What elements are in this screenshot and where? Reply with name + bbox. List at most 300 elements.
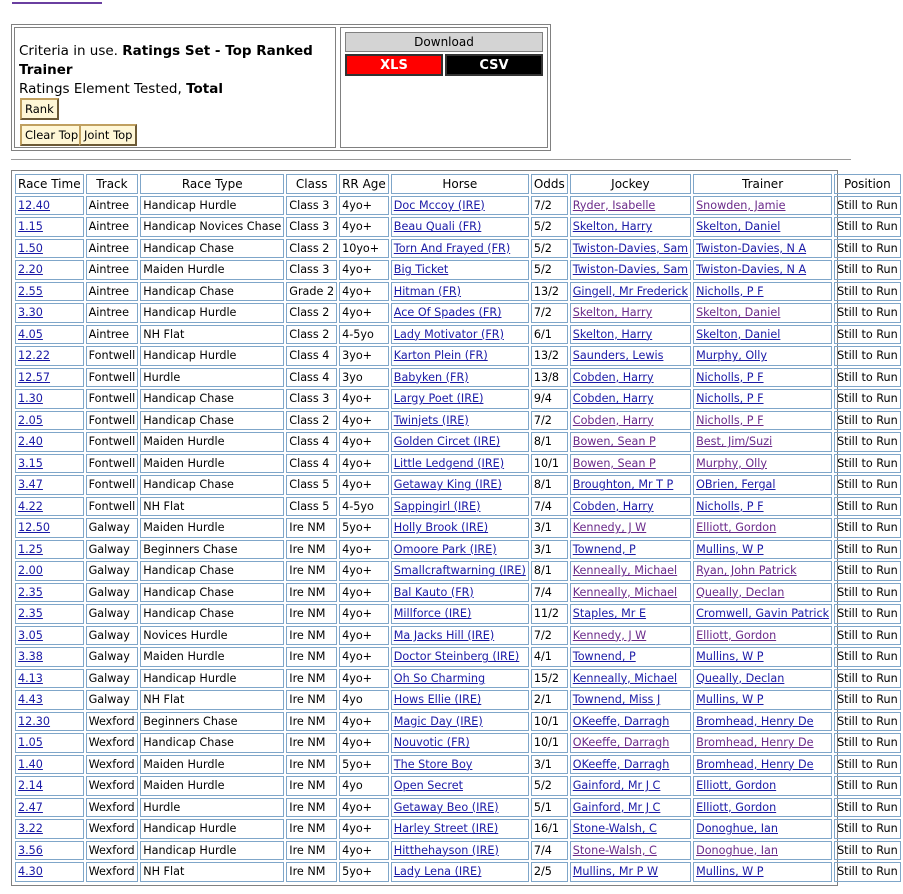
trainer-link[interactable]: Mullins, W P — [696, 542, 764, 556]
trainer-link[interactable]: Bromhead, Henry De — [696, 757, 814, 771]
position-cell: Still to Run — [834, 217, 901, 237]
race-time-link[interactable]: 4.43 — [18, 693, 43, 707]
trainer-link[interactable]: Mullins, W P — [696, 865, 764, 879]
trainer-link[interactable]: OBrien, Fergal — [696, 478, 776, 492]
table-row — [15, 798, 901, 818]
class-cell: Class 4 — [286, 432, 337, 452]
class-cell: Class 3 — [286, 389, 337, 409]
race-time-link[interactable]: 3.05 — [18, 628, 43, 642]
jockey-link[interactable]: Cobden, Harry — [572, 370, 654, 384]
jockey-cell — [570, 669, 691, 689]
table-row — [15, 669, 901, 689]
trainer-cell — [693, 798, 832, 818]
trainer-cell — [693, 583, 832, 603]
race-type-cell: NH Flat — [140, 862, 284, 882]
trainer-link[interactable]: Snowden, Jamie — [696, 198, 786, 212]
trainer-link[interactable]: Murphy, Olly — [696, 456, 767, 470]
race-time-link[interactable]: 2.00 — [18, 564, 43, 578]
trainer-link[interactable]: Mullins, W P — [696, 650, 764, 664]
horse-link[interactable]: Oh So Charming — [393, 671, 486, 685]
trainer-cell — [693, 776, 832, 796]
position-cell: Still to Run — [834, 497, 901, 517]
trainer-cell — [693, 325, 832, 345]
race-time-cell — [15, 217, 84, 237]
column-header-track: Track — [86, 174, 139, 194]
jockey-link[interactable]: Kennedy, J W — [572, 628, 647, 642]
table-row — [15, 497, 901, 517]
odds-cell: 2/1 — [531, 690, 568, 710]
jockey-link[interactable]: Bowen, Sean P — [572, 435, 656, 449]
jockey-cell — [570, 733, 691, 753]
class-cell: Ire NM — [286, 733, 337, 753]
horse-cell — [391, 690, 529, 710]
horse-cell — [391, 368, 529, 388]
race-time-link[interactable]: 12.50 — [18, 521, 51, 535]
race-time-link[interactable]: 2.05 — [18, 413, 43, 427]
race-type-cell: Maiden Hurdle — [140, 755, 284, 775]
odds-cell: 13/2 — [531, 282, 568, 302]
trainer-cell — [693, 217, 832, 237]
race-time-cell — [15, 819, 84, 839]
race-type-cell: Maiden Hurdle — [140, 647, 284, 667]
horse-link[interactable]: Nouvotic (FR) — [393, 736, 470, 750]
download-title: Download — [345, 32, 543, 52]
trainer-cell — [693, 303, 832, 323]
odds-cell: 2/5 — [531, 862, 568, 882]
race-time-link[interactable]: 1.05 — [18, 736, 43, 750]
race-type-cell: Handicap Hurdle — [140, 346, 284, 366]
horse-link[interactable]: Magic Day (IRE) — [393, 714, 483, 728]
track-cell: Galway — [86, 540, 139, 560]
race-time-link[interactable]: 2.47 — [18, 800, 43, 814]
horse-link[interactable]: Torn And Frayed (FR) — [393, 241, 511, 255]
rr-age-cell: 4yo+ — [339, 841, 389, 861]
jockey-link[interactable]: Cobden, Harry — [572, 392, 654, 406]
race-time-link[interactable]: 12.40 — [18, 198, 51, 212]
trainer-link[interactable]: Nicholls, P F — [696, 499, 764, 513]
trainer-cell — [693, 518, 832, 538]
trainer-link[interactable]: Elliott, Gordon — [696, 779, 777, 793]
odds-cell: 4/1 — [531, 647, 568, 667]
table-row — [15, 604, 901, 624]
track-cell: Galway — [86, 583, 139, 603]
jockey-link[interactable]: Stone-Walsh, C — [572, 822, 657, 836]
race-time-link[interactable]: 2.14 — [18, 779, 43, 793]
horse-link[interactable]: Largy Poet (IRE) — [393, 392, 484, 406]
results-table-wrapper — [11, 170, 898, 886]
trainer-link[interactable]: Twiston-Davies, N A — [696, 263, 807, 277]
race-type-cell: Handicap Chase — [140, 604, 284, 624]
rr-age-cell: 4yo+ — [339, 561, 389, 581]
horse-cell — [391, 196, 529, 216]
rr-age-cell: 10yo+ — [339, 239, 389, 259]
trainer-link[interactable]: Queally, Declan — [696, 585, 785, 599]
table-row — [15, 690, 901, 710]
race-type-cell: NH Flat — [140, 690, 284, 710]
track-cell: Galway — [86, 604, 139, 624]
trainer-link[interactable]: Bromhead, Henry De — [696, 714, 814, 728]
race-type-cell: NH Flat — [140, 325, 284, 345]
odds-cell: 7/2 — [531, 196, 568, 216]
jockey-link[interactable]: Skelton, Harry — [572, 327, 653, 341]
horse-link[interactable]: Hitman (FR) — [393, 284, 462, 298]
class-cell: Ire NM — [286, 518, 337, 538]
table-row — [15, 389, 901, 409]
race-time-link[interactable]: 1.25 — [18, 542, 43, 556]
trainer-cell — [693, 475, 832, 495]
race-time-cell — [15, 647, 84, 667]
trainer-cell — [693, 260, 832, 280]
joint-top-button[interactable]: Joint Top — [79, 124, 137, 146]
track-cell: Wexford — [86, 755, 139, 775]
jockey-link[interactable]: Staples, Mr E — [572, 607, 647, 621]
rr-age-cell: 4yo+ — [339, 647, 389, 667]
odds-cell: 7/4 — [531, 497, 568, 517]
position-cell: Still to Run — [834, 303, 901, 323]
odds-cell: 3/1 — [531, 518, 568, 538]
odds-cell: 8/1 — [531, 432, 568, 452]
horse-link[interactable]: Little Ledgend (IRE) — [393, 456, 505, 470]
odds-cell: 8/1 — [531, 561, 568, 581]
race-time-link[interactable]: 3.38 — [18, 650, 43, 664]
jockey-link[interactable]: Townend, P — [572, 542, 636, 556]
trainer-link[interactable]: Twiston-Davies, N A — [696, 241, 807, 255]
horse-cell — [391, 346, 529, 366]
horse-link[interactable]: Harley Street (IRE) — [393, 822, 499, 836]
rr-age-cell: 4yo+ — [339, 303, 389, 323]
class-cell: Ire NM — [286, 712, 337, 732]
race-time-link[interactable]: 4.13 — [18, 671, 43, 685]
column-header-jockey: Jockey — [570, 174, 691, 194]
track-cell: Wexford — [86, 776, 139, 796]
results-table — [13, 172, 903, 884]
column-header-class: Class — [286, 174, 337, 194]
jockey-link[interactable]: Kenneally, Michael — [572, 671, 678, 685]
odds-cell: 5/2 — [531, 260, 568, 280]
xls-download-button[interactable]: XLS — [345, 54, 443, 76]
horse-link[interactable]: Doc Mccoy (IRE) — [393, 198, 485, 212]
table-row — [15, 411, 901, 431]
trainer-link[interactable]: Elliott, Gordon — [696, 521, 777, 535]
jockey-link[interactable]: Gingell, Mr Frederick — [572, 284, 688, 298]
race-time-link[interactable]: 2.35 — [18, 607, 43, 621]
table-header-row — [15, 174, 901, 194]
trainer-link[interactable]: Ryan, John Patrick — [696, 564, 797, 578]
race-time-cell — [15, 346, 84, 366]
column-header-rr-age: RR Age — [339, 174, 389, 194]
trainer-link[interactable]: Donoghue, Ian — [696, 822, 778, 836]
trainer-link[interactable]: Skelton, Daniel — [696, 327, 781, 341]
table-row — [15, 303, 901, 323]
horse-link[interactable]: Open Secret — [393, 779, 463, 793]
jockey-link[interactable]: Kennedy, J W — [572, 521, 647, 535]
horse-cell — [391, 669, 529, 689]
position-cell: Still to Run — [834, 475, 901, 495]
race-time-cell — [15, 518, 84, 538]
trainer-cell — [693, 432, 832, 452]
position-cell: Still to Run — [834, 604, 901, 624]
jockey-link[interactable]: OKeeffe, Darragh — [572, 736, 670, 750]
race-time-link[interactable]: 3.22 — [18, 822, 43, 836]
jockey-link[interactable]: Kenneally, Michael — [572, 585, 678, 599]
divider — [11, 159, 851, 160]
rr-age-cell: 5yo+ — [339, 862, 389, 882]
trainer-link[interactable]: Skelton, Daniel — [696, 306, 781, 320]
track-cell: Fontwell — [86, 497, 139, 517]
trainer-link[interactable]: Elliott, Gordon — [696, 800, 777, 814]
odds-cell: 15/2 — [531, 669, 568, 689]
rank-button[interactable]: Rank — [20, 98, 59, 120]
jockey-link[interactable]: Townend, Miss J — [572, 693, 661, 707]
race-type-cell: Maiden Hurdle — [140, 776, 284, 796]
race-type-cell: Handicap Chase — [140, 561, 284, 581]
jockey-link[interactable]: Kenneally, Michael — [572, 564, 678, 578]
race-time-link[interactable]: 1.50 — [18, 241, 43, 255]
class-cell: Ire NM — [286, 604, 337, 624]
horse-cell — [391, 454, 529, 474]
horse-link[interactable]: Beau Quali (FR) — [393, 220, 482, 234]
race-type-cell: Hurdle — [140, 798, 284, 818]
clear-top-button[interactable]: Clear Top — [20, 124, 83, 146]
race-time-cell — [15, 712, 84, 732]
class-cell: Class 3 — [286, 217, 337, 237]
trainer-cell — [693, 841, 832, 861]
position-cell: Still to Run — [834, 196, 901, 216]
jockey-link[interactable]: Twiston-Davies, Sam — [572, 241, 689, 255]
position-cell: Still to Run — [834, 583, 901, 603]
position-cell: Still to Run — [834, 282, 901, 302]
position-cell: Still to Run — [834, 733, 901, 753]
trainer-link[interactable]: Cromwell, Gavin Patrick — [696, 607, 830, 621]
position-cell: Still to Run — [834, 432, 901, 452]
race-time-link[interactable]: 4.22 — [18, 499, 43, 513]
jockey-link[interactable]: OKeeffe, Darragh — [572, 757, 670, 771]
position-cell: Still to Run — [834, 260, 901, 280]
jockey-link[interactable]: Saunders, Lewis — [572, 349, 664, 363]
horse-link[interactable]: Big Ticket — [393, 263, 449, 277]
race-time-cell — [15, 733, 84, 753]
trainer-cell — [693, 239, 832, 259]
race-time-link[interactable]: 1.40 — [18, 757, 43, 771]
jockey-cell — [570, 432, 691, 452]
race-type-cell: Beginners Chase — [140, 712, 284, 732]
race-time-cell — [15, 561, 84, 581]
race-time-link[interactable]: 2.35 — [18, 585, 43, 599]
horse-link[interactable]: Twinjets (IRE) — [393, 413, 469, 427]
track-cell: Galway — [86, 669, 139, 689]
horse-cell — [391, 239, 529, 259]
csv-download-button[interactable]: CSV — [445, 54, 543, 76]
rr-age-cell: 4yo+ — [339, 282, 389, 302]
race-time-link[interactable]: 2.40 — [18, 435, 43, 449]
rr-age-cell: 4yo+ — [339, 432, 389, 452]
trainer-link[interactable]: Nicholls, P F — [696, 370, 764, 384]
track-cell: Galway — [86, 647, 139, 667]
trainer-link[interactable]: Best, Jim/Suzi — [696, 435, 773, 449]
horse-link[interactable]: Doctor Steinberg (IRE) — [393, 650, 520, 664]
horse-link[interactable]: Bal Kauto (FR) — [393, 585, 474, 599]
horse-link[interactable]: Hows Ellie (IRE) — [393, 693, 482, 707]
criteria-panel — [11, 24, 551, 151]
table-row — [15, 282, 901, 302]
horse-cell — [391, 733, 529, 753]
horse-cell — [391, 389, 529, 409]
table-row — [15, 454, 901, 474]
trainer-link[interactable]: Elliott, Gordon — [696, 628, 777, 642]
jockey-cell — [570, 604, 691, 624]
trainer-cell — [693, 712, 832, 732]
rr-age-cell: 5yo+ — [339, 518, 389, 538]
class-cell: Class 2 — [286, 325, 337, 345]
trainer-cell — [693, 669, 832, 689]
track-cell: Aintree — [86, 325, 139, 345]
race-time-cell — [15, 260, 84, 280]
horse-link[interactable]: Sappingirl (IRE) — [393, 499, 481, 513]
horse-link[interactable]: Golden Circet (IRE) — [393, 435, 501, 449]
horse-cell — [391, 325, 529, 345]
trainer-cell — [693, 196, 832, 216]
rr-age-cell: 4yo+ — [339, 475, 389, 495]
odds-cell: 8/1 — [531, 475, 568, 495]
class-cell: Ire NM — [286, 626, 337, 646]
race-time-link[interactable]: 12.57 — [18, 370, 51, 384]
trainer-link[interactable]: Mullins, W P — [696, 693, 764, 707]
race-time-cell — [15, 196, 84, 216]
race-time-link[interactable]: 12.22 — [18, 349, 51, 363]
table-row — [15, 733, 901, 753]
horse-link[interactable]: Omoore Park (IRE) — [393, 542, 497, 556]
race-time-link[interactable]: 3.30 — [18, 306, 43, 320]
jockey-link[interactable]: Cobden, Harry — [572, 413, 654, 427]
race-type-cell: Handicap Chase — [140, 583, 284, 603]
race-time-cell — [15, 604, 84, 624]
horse-link[interactable]: Ma Jacks Hill (IRE) — [393, 628, 495, 642]
rr-age-cell: 4yo+ — [339, 669, 389, 689]
horse-link[interactable]: Ace Of Spades (FR) — [393, 306, 502, 320]
odds-cell: 7/4 — [531, 583, 568, 603]
trainer-cell — [693, 282, 832, 302]
horse-cell — [391, 282, 529, 302]
race-time-cell — [15, 776, 84, 796]
table-row — [15, 368, 901, 388]
jockey-link[interactable]: Ryder, Isabelle — [572, 198, 656, 212]
odds-cell: 11/2 — [531, 604, 568, 624]
table-row — [15, 819, 901, 839]
track-cell: Fontwell — [86, 389, 139, 409]
race-time-link[interactable]: 2.20 — [18, 263, 43, 277]
table-row — [15, 325, 901, 345]
race-time-link[interactable]: 2.55 — [18, 284, 43, 298]
trainer-link[interactable]: Nicholls, P F — [696, 413, 764, 427]
table-row — [15, 346, 901, 366]
horse-link[interactable]: Karton Plein (FR) — [393, 349, 488, 363]
jockey-link[interactable]: Skelton, Harry — [572, 306, 653, 320]
jockey-link[interactable]: Cobden, Harry — [572, 499, 654, 513]
race-time-link[interactable]: 12.30 — [18, 714, 51, 728]
race-time-link[interactable]: 3.15 — [18, 456, 43, 470]
race-time-cell — [15, 862, 84, 882]
horse-link[interactable]: Holly Brook (IRE) — [393, 521, 489, 535]
table-row — [15, 776, 901, 796]
top-link[interactable] — [12, 0, 102, 4]
race-time-link[interactable]: 4.05 — [18, 327, 43, 341]
position-cell: Still to Run — [834, 540, 901, 560]
race-time-cell — [15, 368, 84, 388]
horse-link[interactable]: Getaway Beo (IRE) — [393, 800, 499, 814]
horse-cell — [391, 862, 529, 882]
class-cell: Class 2 — [286, 411, 337, 431]
odds-cell: 9/4 — [531, 389, 568, 409]
jockey-link[interactable]: Stone-Walsh, C — [572, 843, 657, 857]
table-row — [15, 196, 901, 216]
jockey-link[interactable]: Gainford, Mr J C — [572, 800, 661, 814]
track-cell: Aintree — [86, 217, 139, 237]
race-time-link[interactable]: 1.30 — [18, 392, 43, 406]
table-row — [15, 647, 901, 667]
race-time-link[interactable]: 3.56 — [18, 843, 43, 857]
trainer-link[interactable]: Skelton, Daniel — [696, 220, 781, 234]
horse-cell — [391, 260, 529, 280]
race-time-link[interactable]: 1.15 — [18, 220, 43, 234]
column-header-horse: Horse — [391, 174, 529, 194]
horse-cell — [391, 432, 529, 452]
table-row — [15, 518, 901, 538]
trainer-link[interactable]: Nicholls, P F — [696, 284, 764, 298]
class-cell: Ire NM — [286, 841, 337, 861]
race-time-cell — [15, 325, 84, 345]
horse-link[interactable]: The Store Boy — [393, 757, 473, 771]
jockey-link[interactable]: Skelton, Harry — [572, 220, 653, 234]
jockey-link[interactable]: Gainford, Mr J C — [572, 779, 661, 793]
race-type-cell: Novices Hurdle — [140, 626, 284, 646]
horse-link[interactable]: Lady Lena (IRE) — [393, 865, 482, 879]
table-row — [15, 841, 901, 861]
position-cell: Still to Run — [834, 518, 901, 538]
trainer-link[interactable]: Queally, Declan — [696, 671, 785, 685]
jockey-link[interactable]: Broughton, Mr T P — [572, 478, 674, 492]
track-cell: Wexford — [86, 819, 139, 839]
column-header-odds: Odds — [531, 174, 568, 194]
odds-cell: 10/1 — [531, 712, 568, 732]
jockey-link[interactable]: Twiston-Davies, Sam — [572, 263, 689, 277]
horse-link[interactable]: Babyken (FR) — [393, 370, 469, 384]
horse-link[interactable]: Hitthehayson (IRE) — [393, 843, 499, 857]
trainer-link[interactable]: Bromhead, Henry De — [696, 736, 814, 750]
jockey-link[interactable]: Mullins, Mr P W — [572, 865, 659, 879]
trainer-link[interactable]: Nicholls, P F — [696, 392, 764, 406]
class-cell: Class 5 — [286, 475, 337, 495]
track-cell: Wexford — [86, 798, 139, 818]
horse-link[interactable]: Smallcraftwarning (IRE) — [393, 564, 526, 578]
race-time-link[interactable]: 3.47 — [18, 478, 43, 492]
jockey-link[interactable]: Townend, P — [572, 650, 636, 664]
trainer-link[interactable]: Murphy, Olly — [696, 349, 767, 363]
table-row — [15, 561, 901, 581]
jockey-link[interactable]: OKeeffe, Darragh — [572, 714, 670, 728]
horse-link[interactable]: Lady Motivator (FR) — [393, 327, 504, 341]
trainer-link[interactable]: Donoghue, Ian — [696, 843, 778, 857]
race-time-link[interactable]: 4.30 — [18, 865, 43, 879]
horse-link[interactable]: Getaway King (IRE) — [393, 478, 502, 492]
jockey-cell — [570, 196, 691, 216]
jockey-link[interactable]: Bowen, Sean P — [572, 456, 656, 470]
position-cell: Still to Run — [834, 454, 901, 474]
horse-link[interactable]: Millforce (IRE) — [393, 607, 472, 621]
table-row — [15, 432, 901, 452]
race-type-cell: Maiden Hurdle — [140, 260, 284, 280]
jockey-cell — [570, 217, 691, 237]
race-type-cell: Maiden Hurdle — [140, 518, 284, 538]
